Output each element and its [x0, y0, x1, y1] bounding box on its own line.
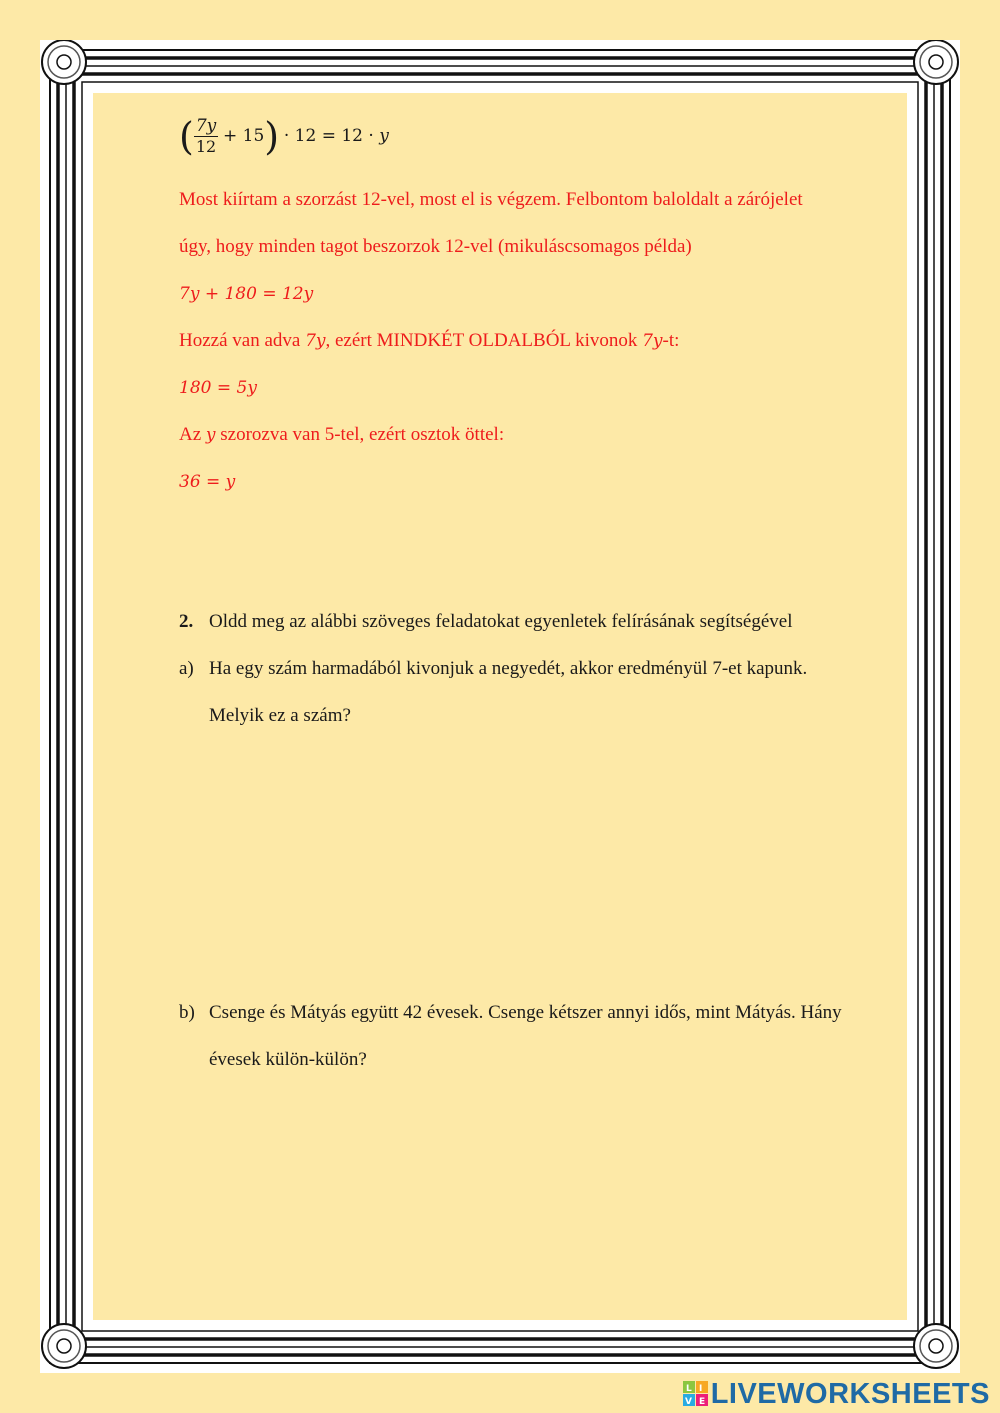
task-b-line-2 [179, 1048, 367, 1072]
svg-text:L: L [685, 1384, 692, 1394]
fraction-numerator: 7y [195, 116, 217, 136]
task-a-text-1: Ha egy szám harmadából kivonjuk a negyedét, akkor eredményül 7-et kapunk. [209, 658, 808, 679]
fraction-denominator: 12 [195, 137, 217, 156]
svg-text:I: I [698, 1384, 703, 1394]
note-2-mid: , ezért MINDKÉT OLDALBÓL kivonok [325, 330, 643, 351]
equation-4: 36 = y [179, 472, 236, 492]
note-1-line-2: úgy, hogy minden tagot beszorzok 12-vel (mikuláscsomagos példa) [179, 236, 692, 257]
equation-1-var: y [379, 125, 389, 146]
note-3-suffix: szorozva van 5-tel, ezért osztok öttel: [215, 424, 505, 445]
liveworksheets-logo-icon [683, 1381, 709, 1407]
task-b-text-1: Csenge és Mátyás együtt 42 évesek. Csenge kétszer annyi idős, mint Mátyás. Hány [209, 1002, 842, 1023]
equation-1 [179, 114, 389, 159]
liveworksheets-logo-text: LIVEWORKSHEETS [710, 1378, 990, 1410]
corner-ornament-icon [42, 40, 86, 84]
equation-1-tail: · 12 = 12 · [283, 125, 380, 146]
task-a-line-1 [179, 657, 807, 681]
task-2-text: Oldd meg az alábbi szöveges feladatokat egyenletek felírásának segítségével [209, 611, 793, 632]
note-2-var-1: 7y [305, 331, 326, 351]
svg-text:V: V [684, 1397, 692, 1407]
note-2 [179, 329, 679, 353]
note-2-suffix: -t: [662, 330, 680, 351]
note-1-line-1: Most kiírtam a szorzást 12-vel, most el is végzem. Felbontom baloldalt a zárójelet [179, 189, 803, 210]
fraction [194, 117, 218, 156]
corner-ornament-icon [914, 1324, 958, 1368]
note-2-prefix: Hozzá van adva [179, 330, 306, 351]
task-b-line-1 [179, 1001, 842, 1025]
left-paren: ( [179, 114, 194, 159]
note-2-var-2: 7y [642, 331, 663, 351]
equation-3: 180 = 5y [179, 378, 257, 398]
corner-ornament-icon [42, 1324, 86, 1368]
task-b-label: b) [179, 1002, 195, 1023]
note-3 [179, 423, 504, 447]
equation-2: 7y + 180 = 12y [179, 284, 314, 304]
task-2-number: 2. [179, 611, 194, 632]
task-a-line-2 [179, 704, 351, 728]
task-2-heading [179, 610, 792, 634]
task-a-text-2: Melyik ez a szám? [209, 705, 351, 726]
task-a-label: a) [179, 658, 194, 679]
note-3-var: y [205, 425, 216, 445]
equation-1-plus: + 15 [223, 125, 265, 146]
right-paren: ) [264, 114, 280, 159]
note-3-prefix: Az [179, 424, 206, 445]
worksheet-content [93, 93, 907, 1320]
svg-text:E: E [698, 1397, 705, 1407]
task-b-text-2: évesek külön-külön? [209, 1049, 367, 1070]
corner-ornament-icon [914, 40, 958, 84]
liveworksheets-logo[interactable] [683, 1378, 990, 1410]
